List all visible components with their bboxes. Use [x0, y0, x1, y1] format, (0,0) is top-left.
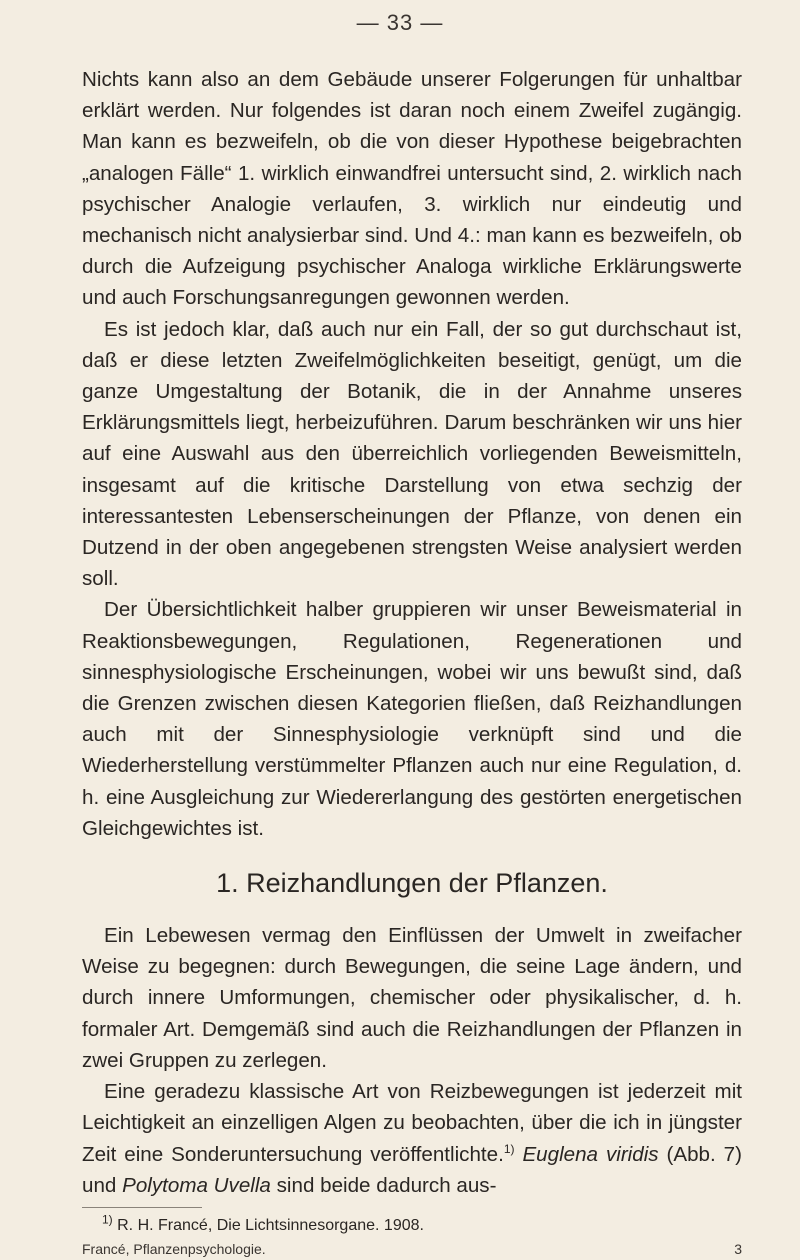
paragraph-5-end: sind beide dadurch aus- — [270, 1173, 497, 1197]
paragraph-4: Ein Lebewesen vermag den Einflüssen der Umwelt in zweifacher Weise zu begegnen: durch Bewegungen, die seine Lage ändern, und durch innere Umformungen, chemischer oder physikalischer, d. h. formaler Art. Demgemäß sind auch die Reizhandlungen der Pflanzen in zwei Gruppen zu zerlegen. — [82, 924, 742, 1072]
section-heading: 1. Reizhandlungen der Pflanzen. — [216, 868, 608, 899]
species-euglena: Euglena viridis — [522, 1142, 659, 1166]
footnote-mark: 1) — [102, 1212, 113, 1227]
paragraph-5-mid: (Abb. 7) und — [82, 1142, 742, 1197]
signature-line — [82, 1238, 742, 1260]
paragraph-3: Der Übersichtlichkeit halber gruppieren wir unser Beweismaterial in Reaktionsbewegungen, Regulationen, Regenerationen und sinnesphysiologische Erscheinungen, wobei wir uns bewußt sind, daß die Grenzen zwischen diesen Kategorien fließen, daß Reizhandlungen auch mit der Sinnesphysiologie verknüpft sind und die Wiederherstellung verstümmelter Pflanzen auch nur eine Regulation, d. h. eine Ausgleichung zur Wiedererlangung des gestörten energetischen Gleichgewichtes ist. — [82, 598, 742, 840]
footnote — [102, 1214, 742, 1238]
paragraph-1: Nichts kann also an dem Gebäude unserer Folgerungen für unhaltbar erklärt werden. Nur folgendes ist daran noch einem Zweifel zugängig. Man kann es bezweifeln, ob die von dieser Hypothese beigebrachten „analogen Fälle“ 1. wirklich einwandfrei untersucht sind, 2. wirklich nach psychischer Analogie verlaufen, 3. wirklich nur eindeutig und mechanisch nicht analysierbar sind. Und 4.: man kann es bezweifeln, ob durch die Aufzeigung psychischer Analoga wirkliche Erklärungswerte und auch Forschungsanregungen gewonnen werden. — [82, 68, 742, 310]
paragraph-2: Es ist jedoch klar, daß auch nur ein Fall, der so gut durchschaut ist, daß er diese letzten Zweifelmöglichkeiten beseitigt, genügt, um die ganze Umgestaltung der Botanik, die in der Annahme unseres Erklärungsmittels liegt, herbeizuführen. Darum beschränken wir uns hier auf eine Auswahl aus den überreichlich vorliegenden Beweismitteln, insgesamt auf die kritische Darstellung von etwa sechzig der interessantesten Lebenserscheinungen der Pflanze, von denen ein Dutzend in der oben angegebenen strengsten Weise analysiert werden soll. — [82, 317, 742, 591]
paragraph-5 — [82, 1076, 742, 1201]
species-polytoma: Polytoma Uvella — [122, 1173, 271, 1197]
signature-number: 3 — [734, 1240, 742, 1257]
footnote-reference: 1) — [503, 1141, 515, 1156]
signature-text: Francé, Pflanzenpsychologie. — [82, 1240, 266, 1257]
footnote-divider — [82, 1207, 202, 1208]
paragraph-5-start: Eine geradezu klassische Art von Reizbewegungen ist jederzeit mit Leichtigkeit an einzelligen Algen zu beobachten, über die ich in jüngster Zeit eine Sonderuntersuchung veröffentlichte. — [82, 1080, 742, 1166]
footnote-text: R. H. Francé, Die Lichtsinnesorgane. 1908. — [117, 1216, 424, 1234]
page-number: — 33 — — [356, 10, 444, 35]
body-text — [82, 64, 742, 1260]
